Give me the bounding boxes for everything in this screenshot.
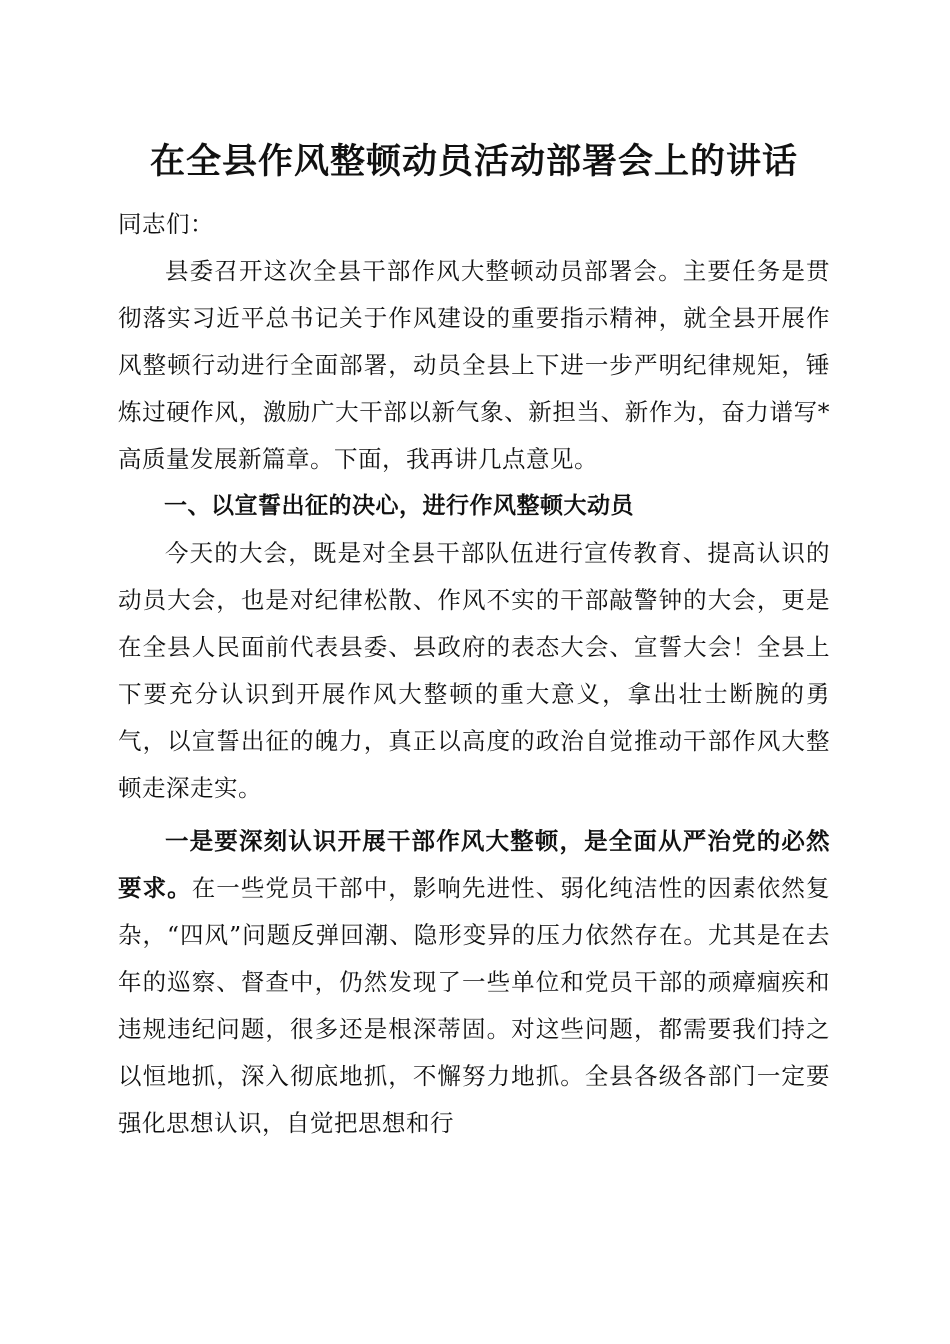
section-paragraph: 今天的大会，既是对全县干部队伍进行宣传教育、提高认识的动员大会，也是对纪律松散、作风不实的干部敲警钟的大会，更是在全县人民面前代表县委、县政府的表态大会、宣誓大会！全县上下要充分认识到开展作风大整顿的重大意义，拿出壮士断腕的勇气，以宣誓出征的魄力，真正以高度的政治自觉推动干部作风大整顿走深走实。 — [118, 539, 830, 802]
document-body — [118, 201, 830, 1147]
salutation: 同志们： — [118, 210, 214, 238]
point-lead-sentence: 一是要深刻认识开展干部作风大整顿，是全面从严治党的必然要求。 — [118, 827, 830, 902]
intro-paragraph: 县委召开这次全县干部作风大整顿动员部署会。主要任务是贯彻落实习近平总书记关于作风建设的重要指示精神，就全县开展作风整顿行动进行全面部署，动员全县上下进一步严明纪律规矩，锤炼过硬作风，激励广大干部以新气象、新担当、新作为，奋力谱写*高质量发展新篇章。下面，我再讲几点意见。 — [118, 257, 830, 473]
point-paragraph — [118, 818, 830, 1147]
point-body-text: 在一些党员干部中，影响先进性、弱化纯洁性的因素依然复杂，“四风”问题反弹回潮、隐形变异的压力依然存在。尤其是在去年的巡察、督查中，仍然发现了一些单位和党员干部的顽瘴痼疾和违规违纪问题，很多还是根深蒂固。对这些问题，都需要我们持之以恒地抓，深入彻底地抓，不懈努力地抓。全县各级各部门一定要强化思想认识，自觉把思想和行 — [118, 874, 831, 1137]
document-title: 在全县作风整顿动员活动部署会上的讲话 — [149, 141, 798, 182]
section-heading: 一、以宣誓出征的决心，进行作风整顿大动员 — [164, 493, 634, 519]
